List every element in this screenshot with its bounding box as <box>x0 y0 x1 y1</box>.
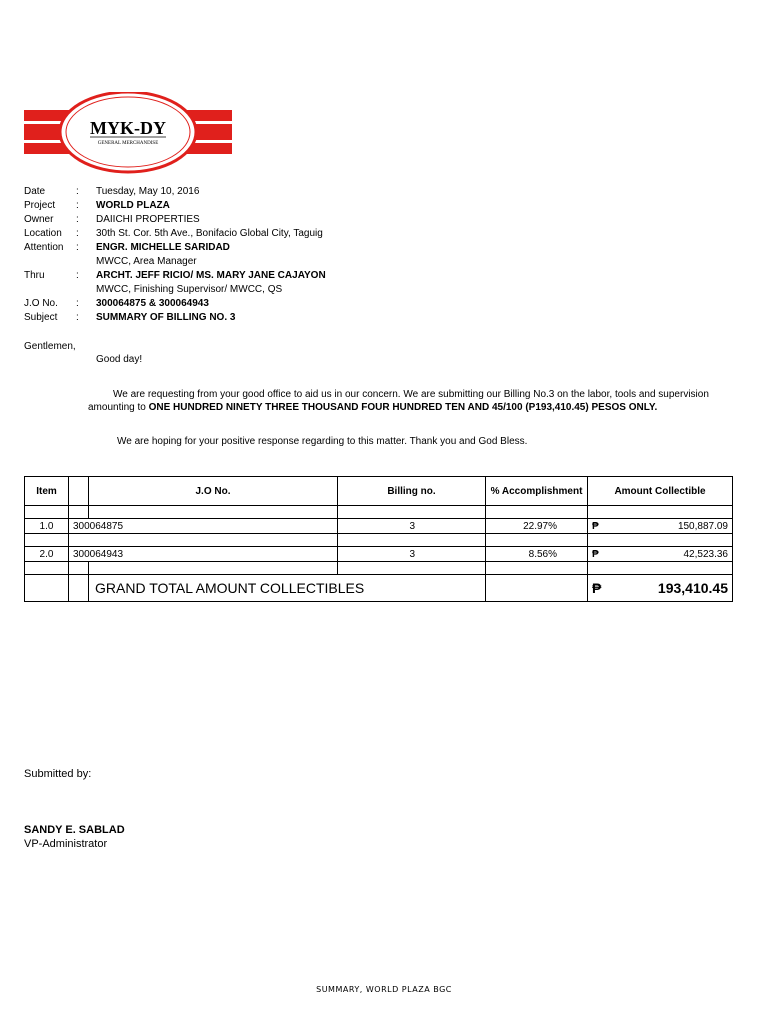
header-field-value: ARCHT. JEFF RICIO/ MS. MARY JANE CAJAYON <box>96 270 326 281</box>
header-field-value: 30th St. Cor. 5th Ave., Bonifacio Global City, Taguig <box>96 228 323 239</box>
row-billing: 3 <box>338 547 486 562</box>
header-field-value: 300064875 & 300064943 <box>96 298 209 309</box>
grand-total-amount <box>588 575 733 602</box>
billing-table <box>24 476 733 602</box>
header-field-value: ENGR. MICHELLE SARIDAD <box>96 242 230 253</box>
signatory-title: VP-Administrator <box>24 838 108 850</box>
paragraph-1-line-2 <box>88 401 657 414</box>
header-field-colon: : <box>76 186 79 197</box>
submitted-by-label: Submitted by: <box>24 768 92 780</box>
page-footer: SUMMARY, WORLD PLAZA BGC <box>316 985 452 994</box>
row-amount <box>588 547 733 562</box>
header-field-label: Date <box>24 186 46 197</box>
header-spacer <box>69 477 89 506</box>
row-jo: 300064943 <box>69 547 338 562</box>
paragraph-2: We are hoping for your positive response regarding to this matter. Thank you and God Bless. <box>117 436 528 447</box>
header-jo: J.O No. <box>89 477 338 506</box>
currency-symbol: ₱ <box>592 548 599 560</box>
paragraph-1-line-1: We are requesting from your good office to aid us in our concern. We are submitting our Billing No.3 on the labor, tools and supervision <box>113 389 709 400</box>
row-jo: 300064875 <box>69 519 338 534</box>
row-amount-value: 150,887.09 <box>677 520 728 532</box>
greeting: Good day! <box>96 354 143 365</box>
currency-symbol: ₱ <box>592 580 602 596</box>
table-row <box>25 547 733 562</box>
amount-in-words: ONE HUNDRED NINETY THREE THOUSAND FOUR HUNDRED TEN AND 45/100 (P193,410.45) PESOS ONLY. <box>148 402 658 413</box>
header-field-value: MWCC, Area Manager <box>96 256 197 267</box>
header-field-colon: : <box>76 228 79 239</box>
row-item: 1.0 <box>25 519 69 534</box>
currency-symbol: ₱ <box>592 520 599 532</box>
header-field-label: J.O No. <box>24 298 58 309</box>
header-field-colon: : <box>76 200 79 211</box>
header-field-label: Thru <box>24 270 45 281</box>
header-item: Item <box>25 477 69 506</box>
logo-tagline: GENERAL MERCHANDISE <box>97 141 159 146</box>
header-field-colon: : <box>76 312 79 323</box>
company-logo <box>24 92 232 176</box>
amount-prefix: amounting to <box>88 402 149 413</box>
header-field-colon: : <box>76 242 79 253</box>
header-field-label: Subject <box>24 312 58 323</box>
row-accomplishment: 22.97% <box>486 519 588 534</box>
row-amount-value: 42,523.36 <box>683 548 728 560</box>
header-field-colon: : <box>76 270 79 281</box>
header-field-colon: : <box>76 214 79 225</box>
header-field-label: Owner <box>24 214 54 225</box>
header-field-value: SUMMARY OF BILLING NO. 3 <box>96 312 236 323</box>
header-field-label: Project <box>24 200 56 211</box>
table-total-row <box>25 575 733 602</box>
header-field-value: Tuesday, May 10, 2016 <box>96 186 200 197</box>
table-spacer-row <box>25 534 733 547</box>
header-field-label: Location <box>24 228 62 239</box>
header-field-label: Attention <box>24 242 64 253</box>
table-row <box>25 519 733 534</box>
table-spacer-row <box>25 506 733 519</box>
header-amount: Amount Collectible <box>588 477 733 506</box>
row-amount <box>588 519 733 534</box>
row-accomplishment: 8.56% <box>486 547 588 562</box>
row-billing: 3 <box>338 519 486 534</box>
table-spacer-row <box>25 562 733 575</box>
grand-total-value: 193,410.45 <box>657 580 728 596</box>
header-field-value: MWCC, Finishing Supervisor/ MWCC, QS <box>96 284 283 295</box>
row-item: 2.0 <box>25 547 69 562</box>
table-header-row <box>25 477 733 506</box>
salutation: Gentlemen, <box>24 341 76 352</box>
header-field-colon: : <box>76 298 79 309</box>
header-billing: Billing no. <box>338 477 486 506</box>
logo-name: MYK-DY <box>90 118 166 138</box>
signatory-name: SANDY E. SABLAD <box>24 824 125 836</box>
header-accomplishment: % Accomplishment <box>486 477 588 506</box>
grand-total-label: GRAND TOTAL AMOUNT COLLECTIBLES <box>89 575 486 602</box>
header-field-value: DAIICHI PROPERTIES <box>96 214 200 225</box>
header-field-value: WORLD PLAZA <box>96 200 170 211</box>
